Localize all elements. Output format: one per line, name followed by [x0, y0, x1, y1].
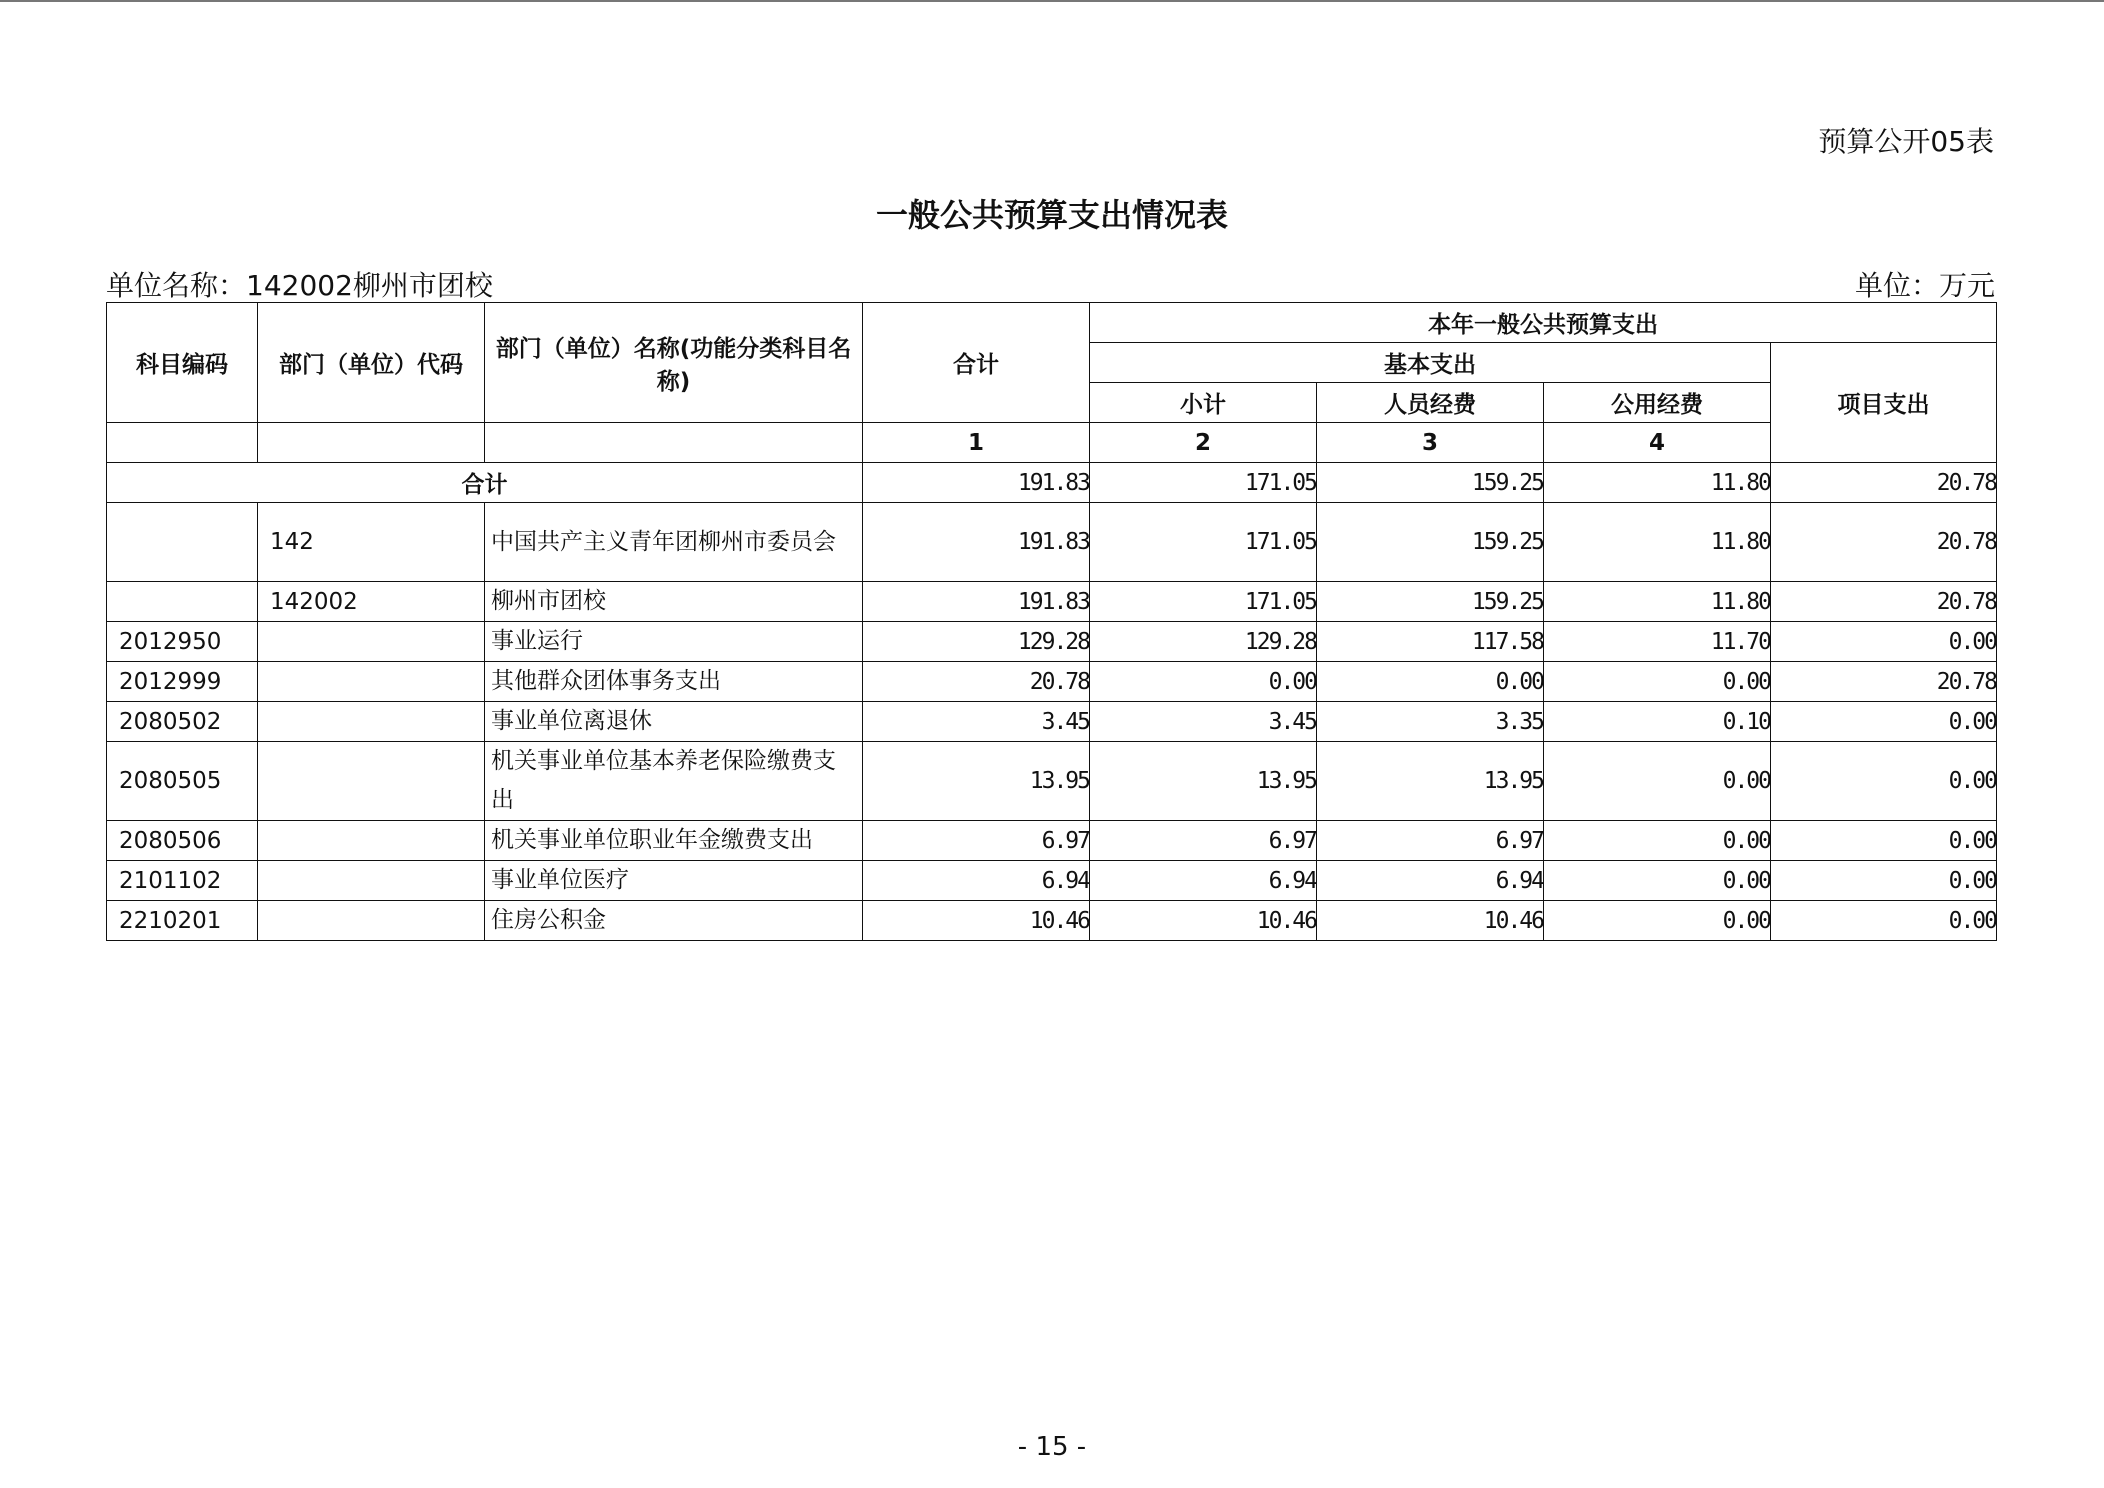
- personnel-cell: 0.00: [1317, 662, 1544, 702]
- subject-code-cell: [107, 503, 258, 582]
- dept-name-cell: 事业单位医疗: [485, 861, 863, 901]
- subject-code-cell: 2210201: [107, 901, 258, 941]
- dept-code-cell: 142002: [258, 582, 485, 622]
- table-row: [107, 901, 1997, 941]
- subtotal-cell: 6.97: [1090, 821, 1317, 861]
- table-row: [107, 503, 1997, 582]
- project-cell: 20.78: [1771, 582, 1997, 622]
- unit-name: 单位名称：142002柳州市团校: [106, 269, 493, 302]
- subject-code-cell: 2080506: [107, 821, 258, 861]
- personnel-cell: 159.25: [1317, 503, 1544, 582]
- public-cell: 0.10: [1544, 702, 1771, 742]
- dept-name-cell: 机关事业单位基本养老保险缴费支出: [485, 742, 863, 821]
- document-title: 一般公共预算支出情况表: [875, 196, 1228, 234]
- subject-code-cell: 2101102: [107, 861, 258, 901]
- dept-name-cell: 柳州市团校: [485, 582, 863, 622]
- subject-code-cell: 2012950: [107, 622, 258, 662]
- dept-code-cell: 142: [258, 503, 485, 582]
- header-current-year: 本年一般公共预算支出: [1090, 303, 1997, 343]
- dept-name-cell: 机关事业单位职业年金缴费支出: [485, 821, 863, 861]
- subtotal-cell: 10.46: [1090, 901, 1317, 941]
- header-personnel: 人员经费: [1317, 383, 1544, 423]
- total-cell: 129.28: [863, 622, 1090, 662]
- subtotal-cell: 6.94: [1090, 861, 1317, 901]
- dept-code-cell: [258, 702, 485, 742]
- subtotal-cell: 171.05: [1090, 582, 1317, 622]
- total-personnel: 159.25: [1317, 463, 1544, 503]
- header-total: 合计: [863, 303, 1090, 423]
- personnel-cell: 117.58: [1317, 622, 1544, 662]
- personnel-cell: 13.95: [1317, 742, 1544, 821]
- header-blank: [485, 423, 863, 463]
- public-cell: 11.80: [1544, 503, 1771, 582]
- budget-expenditure-table: [106, 302, 1997, 941]
- total-cell: 10.46: [863, 901, 1090, 941]
- table-row: [107, 821, 1997, 861]
- subject-code-cell: 2080505: [107, 742, 258, 821]
- public-cell: 0.00: [1544, 662, 1771, 702]
- total-label: 合计: [107, 463, 863, 503]
- dept-code-cell: [258, 821, 485, 861]
- total-cell: 20.78: [863, 662, 1090, 702]
- total-subtotal: 171.05: [1090, 463, 1317, 503]
- table-row: [107, 742, 1997, 821]
- total-cell: 6.97: [863, 821, 1090, 861]
- project-cell: 0.00: [1771, 861, 1997, 901]
- personnel-cell: 6.97: [1317, 821, 1544, 861]
- header-row-1: [107, 303, 1997, 343]
- public-cell: 0.00: [1544, 821, 1771, 861]
- dept-name-cell: 事业运行: [485, 622, 863, 662]
- personnel-cell: 6.94: [1317, 861, 1544, 901]
- header-col-1: 1: [863, 423, 1090, 463]
- dept-name-cell: 中国共产主义青年团柳州市委员会: [485, 503, 863, 582]
- subtotal-cell: 171.05: [1090, 503, 1317, 582]
- header-col-4: 4: [1544, 423, 1771, 463]
- table-row: [107, 582, 1997, 622]
- total-cell: 13.95: [863, 742, 1090, 821]
- subtotal-cell: 129.28: [1090, 622, 1317, 662]
- subject-code-cell: 2080502: [107, 702, 258, 742]
- personnel-cell: 159.25: [1317, 582, 1544, 622]
- dept-code-cell: [258, 662, 485, 702]
- public-cell: 0.00: [1544, 742, 1771, 821]
- public-cell: 11.70: [1544, 622, 1771, 662]
- project-cell: 0.00: [1771, 622, 1997, 662]
- header-row-numbers: [107, 423, 1997, 463]
- dept-code-cell: [258, 742, 485, 821]
- dept-code-cell: [258, 861, 485, 901]
- total-public: 11.80: [1544, 463, 1771, 503]
- header-subject-code: 科目编码: [107, 303, 258, 423]
- header-basic: 基本支出: [1090, 343, 1771, 383]
- total-total: 191.83: [863, 463, 1090, 503]
- total-row: [107, 463, 1997, 503]
- header-project: 项目支出: [1771, 343, 1997, 463]
- header-blank: [107, 423, 258, 463]
- personnel-cell: 3.35: [1317, 702, 1544, 742]
- total-cell: 191.83: [863, 582, 1090, 622]
- subject-code-cell: [107, 582, 258, 622]
- total-cell: 191.83: [863, 503, 1090, 582]
- personnel-cell: 10.46: [1317, 901, 1544, 941]
- total-cell: 3.45: [863, 702, 1090, 742]
- header-public: 公用经费: [1544, 383, 1771, 423]
- table-row: [107, 702, 1997, 742]
- dept-name-cell: 住房公积金: [485, 901, 863, 941]
- dept-name-cell: 事业单位离退休: [485, 702, 863, 742]
- table-row: [107, 662, 1997, 702]
- header-dept-name: 部门（单位）名称(功能分类科目名称): [485, 303, 863, 423]
- total-cell: 6.94: [863, 861, 1090, 901]
- header-col-3: 3: [1317, 423, 1544, 463]
- project-cell: 20.78: [1771, 503, 1997, 582]
- top-border-line: [0, 0, 2104, 2]
- dept-name-cell: 其他群众团体事务支出: [485, 662, 863, 702]
- subject-code-cell: 2012999: [107, 662, 258, 702]
- public-cell: 11.80: [1544, 582, 1771, 622]
- header-subtotal: 小计: [1090, 383, 1317, 423]
- meta-row: [106, 264, 1995, 304]
- currency-unit: 单位：万元: [1854, 269, 1995, 302]
- table-row: [107, 861, 1997, 901]
- table-row: [107, 622, 1997, 662]
- form-number: 预算公开05表: [1818, 125, 1994, 158]
- subtotal-cell: 13.95: [1090, 742, 1317, 821]
- project-cell: 0.00: [1771, 821, 1997, 861]
- project-cell: 0.00: [1771, 742, 1997, 821]
- dept-code-cell: [258, 901, 485, 941]
- total-project: 20.78: [1771, 463, 1997, 503]
- public-cell: 0.00: [1544, 901, 1771, 941]
- page-number: - 15 -: [1017, 1432, 1087, 1462]
- header-col-2: 2: [1090, 423, 1317, 463]
- dept-code-cell: [258, 622, 485, 662]
- header-blank: [258, 423, 485, 463]
- project-cell: 0.00: [1771, 702, 1997, 742]
- public-cell: 0.00: [1544, 861, 1771, 901]
- project-cell: 0.00: [1771, 901, 1997, 941]
- subtotal-cell: 3.45: [1090, 702, 1317, 742]
- subtotal-cell: 0.00: [1090, 662, 1317, 702]
- project-cell: 20.78: [1771, 662, 1997, 702]
- header-dept-code: 部门（单位）代码: [258, 303, 485, 423]
